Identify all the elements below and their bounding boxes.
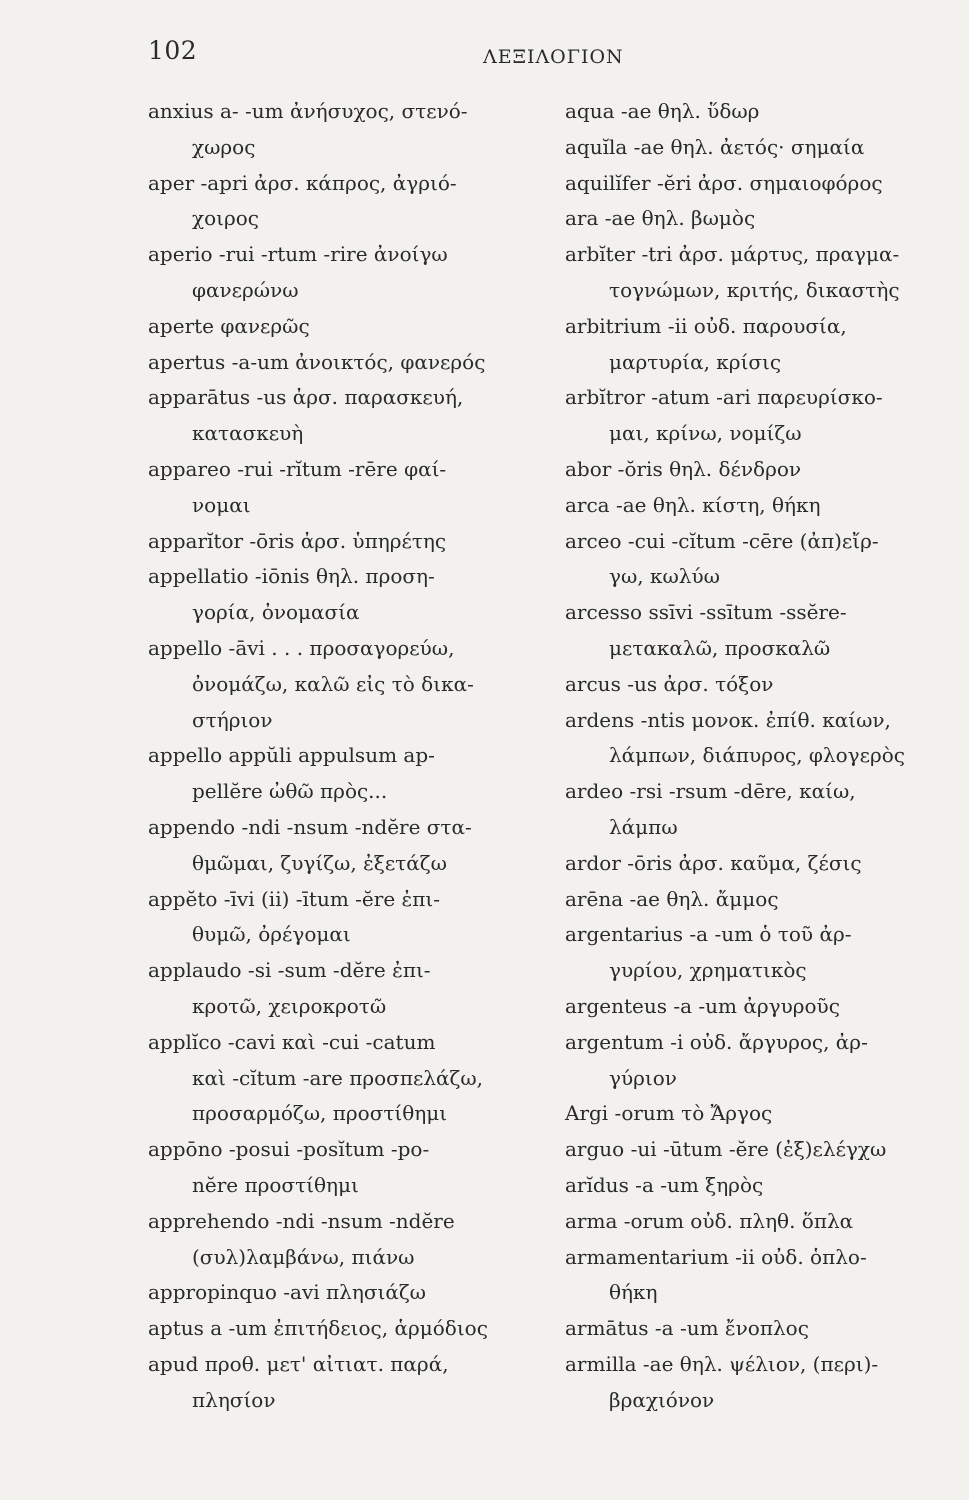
dictionary-line: appropinquo -avi πλησιάζω	[148, 1280, 426, 1305]
dictionary-line: μαρτυρία, κρίσις	[609, 349, 782, 374]
dictionary-line: appareo -rui -rĭtum -rēre φαί-	[148, 456, 447, 481]
dictionary-line: apparātus -us ἀρσ. παρασκευή,	[148, 385, 464, 410]
dictionary-line: nĕre προστίθημι	[192, 1172, 359, 1197]
dictionary-line: apertus -a-um ἀνοικτός, φανερός	[148, 349, 486, 374]
dictionary-line: argentum -i οὐδ. ἄργυρος, ἀρ-	[565, 1029, 868, 1054]
dictionary-line: apparĭtor -ōris ἀρσ. ὑπηρέτης	[148, 528, 447, 553]
dictionary-line: aptus a -um ἐπιτήδειος, ἁρμόδιος	[148, 1316, 488, 1341]
dictionary-line: aper -apri ἀρσ. κάπρος, ἀγριό-	[148, 170, 457, 195]
dictionary-line: μετακαλῶ, προσκαλῶ	[609, 635, 831, 660]
dictionary-line: γορία, ὀνομασία	[192, 600, 360, 625]
dictionary-line: μαι, κρίνω, νομίζω	[609, 421, 802, 446]
dictionary-line: arēna -ae θηλ. ἄμμος	[565, 886, 779, 911]
dictionary-line: τογνώμων, κριτής, δικαστὴς	[609, 277, 900, 302]
dictionary-line: argentarius -a -um ὁ τοῦ ἀρ-	[565, 922, 852, 947]
dictionary-line: προσαρμόζω, προστίθημι	[192, 1101, 448, 1126]
dictionary-line: appōno -posui -posĭtum -po-	[148, 1137, 430, 1162]
dictionary-line: ardor -ōris ἀρσ. καῦμα, ζέσις	[565, 850, 862, 875]
left-column	[148, 94, 543, 1418]
dictionary-line: χωρος	[192, 134, 256, 159]
dictionary-line: θήκη	[609, 1280, 658, 1305]
dictionary-line: γω, κωλύω	[609, 564, 720, 589]
dictionary-line: apprehendo -ndi -nsum -ndĕre	[148, 1208, 455, 1233]
dictionary-line: arĭdus -a -um ξηρὸς	[565, 1172, 764, 1197]
dictionary-line: ardens -ntis μονοκ. ἐπίθ. καίων,	[565, 707, 891, 732]
dictionary-line: appello -āvi . . . προσαγορεύω,	[148, 635, 455, 660]
dictionary-line: γύριον	[609, 1065, 677, 1090]
dictionary-line: appĕto -īvi (ii) -ītum -ĕre ἐπι-	[148, 886, 440, 911]
dictionary-line: στήριον	[192, 707, 273, 732]
dictionary-line: ὀνομάζω, καλῶ εἰς τὸ δικα-	[192, 671, 474, 696]
dictionary-line: φανερώνω	[192, 277, 299, 302]
dictionary-line: appellatio -iōnis θηλ. προση-	[148, 564, 435, 589]
dictionary-line: arceo -cui -cĭtum -cēre (ἀπ)εἴρ-	[565, 528, 879, 553]
dictionary-line: abor -ŏris θηλ. δένδρον	[565, 456, 802, 481]
dictionary-line: arcesso ssīvi -ssītum -ssĕre-	[565, 600, 847, 625]
dictionary-line: apud προθ. μετ' αἰτιατ. παρά,	[148, 1351, 449, 1376]
dictionary-line: νομαι	[192, 492, 251, 517]
dictionary-line: Argi -orum τὸ Ἄργος	[565, 1101, 773, 1126]
dictionary-line: applaudo -si -sum -dĕre ἐπι-	[148, 958, 431, 983]
dictionary-line: arca -ae θηλ. κίστη, θήκη	[565, 492, 821, 517]
dictionary-line: aqua -ae θηλ. ὕδωρ	[565, 99, 760, 123]
dictionary-line: arbĭter -tri ἀρσ. μάρτυς, πραγμα-	[565, 242, 900, 267]
dictionary-line: anxius a- -um ἀνήσυχος, στενό-	[148, 99, 468, 123]
dictionary-line: appendo -ndi -nsum -ndĕre στα-	[148, 814, 472, 839]
dictionary-line: (συλ)λαμβάνω, πιάνω	[192, 1244, 415, 1269]
dictionary-line: armātus -a -um ἔνοπλος	[565, 1316, 809, 1341]
dictionary-line: arbitrium -ii οὐδ. παρουσία,	[565, 313, 847, 338]
dictionary-line: λάμπω	[609, 814, 678, 839]
dictionary-line: βραχιόνον	[609, 1387, 715, 1412]
dictionary-line: κατασκευὴ	[192, 421, 304, 446]
dictionary-line: θυμῶ, ὀρέγομαι	[192, 922, 351, 947]
dictionary-line: applĭco -cavi καὶ -cui -catum	[148, 1029, 436, 1054]
dictionary-line: ara -ae θηλ. βωμὸς	[565, 206, 756, 231]
dictionary-line: argenteus -a -um ἀργυροῦς	[565, 993, 840, 1018]
dictionary-line: aperio -rui -rtum -rire ἀνοίγω	[148, 242, 448, 267]
dictionary-line: καὶ -cĭtum -are προσπελάζω,	[192, 1065, 484, 1090]
dictionary-line: πλησίον	[192, 1387, 276, 1412]
dictionary-line: θμῶμαι, ζυγίζω, ἐξετάζω	[192, 850, 447, 875]
running-head: ΛΕΞΙΛΟΓΙΟΝ	[483, 46, 624, 68]
dictionary-line: aquilĭfer -ĕri ἀρσ. σημαιοφόρος	[565, 170, 883, 195]
dictionary-line: γυρίου, χρηματικὸς	[609, 958, 807, 983]
dictionary-line: appello appŭli appulsum ap-	[148, 743, 435, 768]
page-number: 102	[148, 36, 198, 65]
right-column	[565, 94, 965, 1418]
dictionary-line: arma -orum οὐδ. πληθ. ὅπλα	[565, 1208, 854, 1233]
dictionary-line: arguo -ui -ūtum -ĕre (ἐξ)ελέγχω	[565, 1137, 887, 1162]
dictionary-line: armilla -ae θηλ. ψέλιον, (περι)-	[565, 1351, 879, 1376]
dictionary-line: aperte φανερῶς	[148, 313, 310, 338]
dictionary-line: ardeo -rsi -rsum -dēre, καίω,	[565, 779, 856, 804]
dictionary-line: pellĕre ὠθῶ πρὸς...	[192, 779, 388, 804]
dictionary-line: armamentarium -ii οὐδ. ὁπλο-	[565, 1244, 867, 1269]
dictionary-line: arcus -us ἀρσ. τόξον	[565, 671, 774, 696]
dictionary-line: arbĭtror -atum -ari παρευρίσκο-	[565, 385, 883, 410]
dictionary-line: χοιρος	[192, 206, 260, 231]
dictionary-line: aquĭla -ae θηλ. ἀετός· σημαία	[565, 134, 865, 159]
dictionary-line: κροτῶ, χειροκροτῶ	[192, 993, 387, 1018]
dictionary-line: λάμπων, διάπυρος, φλογερὸς	[609, 743, 905, 768]
